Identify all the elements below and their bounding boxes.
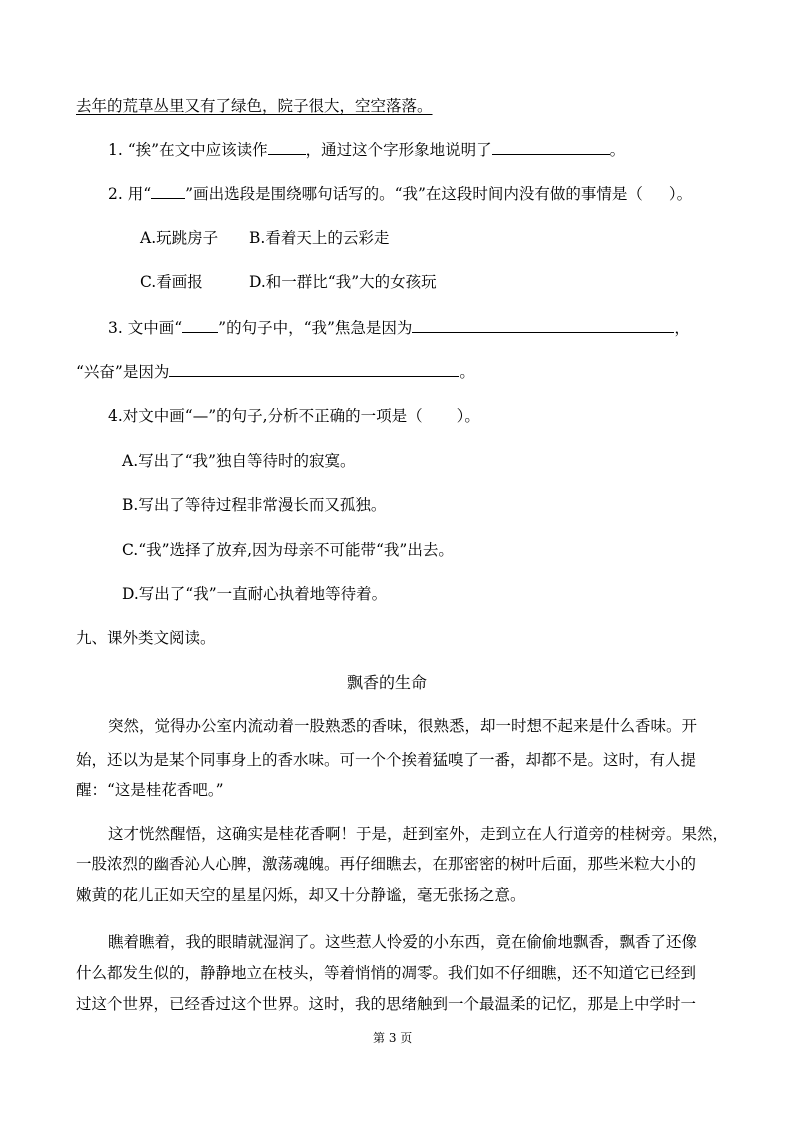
paragraph-2-line-1: 这才恍然醒悟，这确实是桂花香啊！于是，赶到室外，走到立在人行道旁的桂树旁。果然，: [108, 825, 729, 843]
q4-mark: —: [192, 407, 209, 425]
question-1: [108, 140, 625, 160]
paragraph-3-line-2: 什么都发生似的，静静地立在枝头，等着悄悄的凋零。我们如不仔细瞧，还不知道它已经到: [76, 964, 697, 982]
q3-text-e: 。: [459, 363, 475, 381]
q4-option-b[interactable]: B.写出了等待过程非常漫长而又孤独。: [122, 496, 387, 514]
q3-text-d: “兴奋”是因为: [76, 363, 170, 381]
q2-option-a[interactable]: A.玩跳房子: [140, 229, 219, 247]
answer-blank[interactable]: [492, 140, 610, 155]
q2-text-c: ）。: [668, 185, 693, 203]
q1-text-a: 1. “挨”在文中应该读作: [108, 141, 268, 159]
q2-option-b[interactable]: B.看着天上的云彩走: [249, 229, 390, 247]
q2-option-d[interactable]: D.和一群比“我”大的女孩玩: [249, 273, 437, 291]
underline-mark: [151, 184, 185, 199]
q2-text-a: 2. 用“: [108, 185, 152, 203]
q1-text-b: ，通过这个字形象地说明了: [305, 141, 492, 159]
q3-text-c: ，: [674, 319, 690, 337]
page-footer: 第 3 页: [373, 1031, 413, 1045]
q2-text-b: ”画出选段是围绕哪句话写的。“我”在这段时间内没有做的事情是（: [185, 185, 643, 203]
paragraph-2-line-2: 一股浓烈的幽香沁人心脾，激荡魂魄。再仔细瞧去，在那密密的树叶后面，那些米粒大小的: [76, 855, 697, 873]
underline-mark: [182, 318, 218, 333]
question-3: [108, 318, 690, 338]
answer-blank[interactable]: [169, 362, 459, 377]
paragraph-1-line-2: 始，还以为是某个同事身上的香水味。可一个个挨着猛嗅了一番，却都不是。这时，有人提: [76, 751, 697, 769]
paragraph-3-line-3: 过这个世界，已经香过这个世界。这时，我的思绪触到一个最温柔的记忆，那是上中学时一: [76, 995, 697, 1013]
q4-option-a[interactable]: A.写出了“我”独自等待时的寂寞。: [122, 452, 356, 470]
question-4: [108, 406, 480, 426]
answer-blank[interactable]: [268, 140, 306, 155]
paragraph-3-line-1: 瞧着瞧着，我的眼睛就湿润了。这些惹人怜爱的小东西，竟在偷偷地飘香，飘香了还像: [108, 933, 698, 951]
answer-blank[interactable]: [412, 318, 674, 333]
question-2: [108, 184, 692, 204]
paragraph-2-line-3: 嫩黄的花儿正如天空的星星闪烁，却又十分静谧，毫无张扬之意。: [76, 886, 526, 904]
q4-option-d[interactable]: D.写出了“我”一直耐心执着地等待着。: [122, 585, 388, 603]
q1-text-c: 。: [609, 141, 626, 159]
q3-text-a: 3. 文中画“: [108, 319, 183, 337]
q4-option-c[interactable]: C.“我”选择了放弃,因为母亲不可能带“我”出去。: [122, 541, 454, 559]
q4-stem-b: ”的句子,分析不正确的一项是（: [208, 407, 423, 425]
paragraph-1-line-3: 醒：“这是桂花香吧。”: [76, 781, 224, 799]
q4-stem-c: ）。: [456, 407, 480, 425]
q3-text-b: ”的句子中，“我”焦急是因为: [218, 319, 413, 337]
section-9-heading: 九、课外类文阅读。: [76, 629, 216, 647]
paragraph-1-line-1: 突然，觉得办公室内流动着一股熟悉的香味，很熟悉，却一时想不起来是什么香味。开: [108, 717, 698, 735]
q4-stem-a: 4.对文中画“: [108, 407, 193, 425]
question-3-cont: [76, 362, 475, 382]
q2-option-c[interactable]: C.看画报: [140, 273, 203, 291]
top-line: 去年的荒草丛里又有了绿色，院子很大，空空落落。: [76, 97, 433, 115]
passage-title: 飘香的生命: [347, 673, 428, 692]
